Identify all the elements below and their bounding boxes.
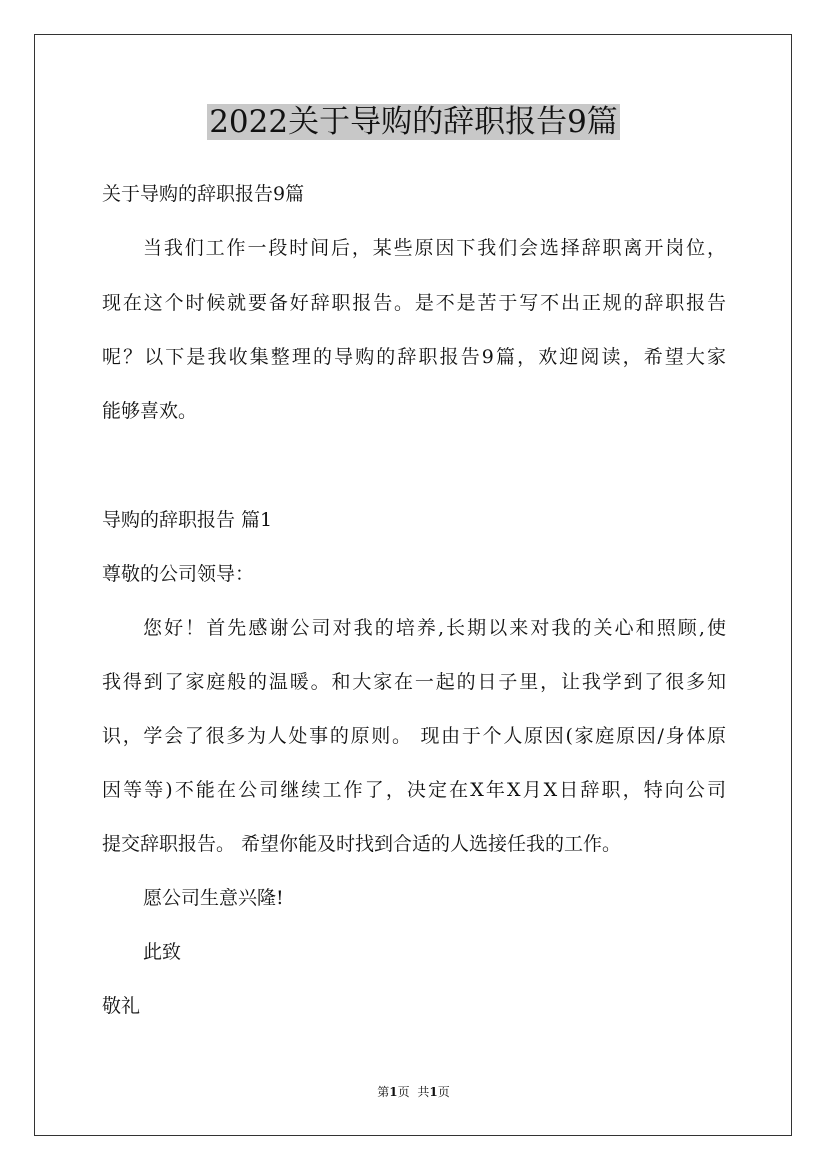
page-suffix: 页 bbox=[397, 1085, 410, 1099]
section-heading: 导购的辞职报告 篇1 bbox=[102, 509, 273, 531]
paragraph-line: 我得到了家庭般的温暖。和大家在一起的日子里，让我学到了很多知 bbox=[102, 671, 726, 693]
document-title bbox=[0, 100, 827, 144]
paragraph-line: 因等等)不能在公司继续工作了，决定在X年X月X日辞职，特向公司 bbox=[102, 779, 726, 801]
paragraph-line: 您好！首先感谢公司对我的培养,长期以来对我的关心和照顾,使 bbox=[143, 617, 726, 639]
document-title-text: 2022关于导购的辞职报告9篇 bbox=[209, 104, 618, 140]
paragraph-line: 当我们工作一段时间后，某些原因下我们会选择辞职离开岗位， bbox=[143, 237, 726, 259]
page-number: 1 bbox=[389, 1085, 398, 1099]
paragraph-line: 现在这个时候就要备好辞职报告。是不是苦于写不出正规的辞职报告 bbox=[102, 292, 726, 314]
closing-cizhi: 此致 bbox=[143, 941, 182, 963]
paragraph-line: 呢？以下是我收集整理的导购的辞职报告9篇，欢迎阅读，希望大家 bbox=[102, 346, 726, 368]
total-suffix: 页 bbox=[437, 1085, 450, 1099]
total-number: 1 bbox=[429, 1085, 438, 1099]
intro-heading: 关于导购的辞职报告9篇 bbox=[102, 183, 305, 205]
closing-jingli: 敬礼 bbox=[102, 995, 141, 1017]
page-prefix: 第 bbox=[377, 1085, 390, 1099]
salutation: 尊敬的公司领导： bbox=[102, 563, 255, 585]
total-prefix: 共 bbox=[417, 1085, 430, 1099]
paragraph-line: 识，学会了很多为人处事的原则。 现由于个人原因(家庭原因/身体原 bbox=[102, 725, 726, 747]
paragraph-line: 能够喜欢。 bbox=[102, 400, 198, 422]
paragraph-line: 提交辞职报告。 希望你能及时找到合适的人选接任我的工作。 bbox=[102, 833, 622, 855]
closing-wish: 愿公司生意兴隆! bbox=[143, 887, 284, 909]
page-footer bbox=[0, 1084, 827, 1100]
